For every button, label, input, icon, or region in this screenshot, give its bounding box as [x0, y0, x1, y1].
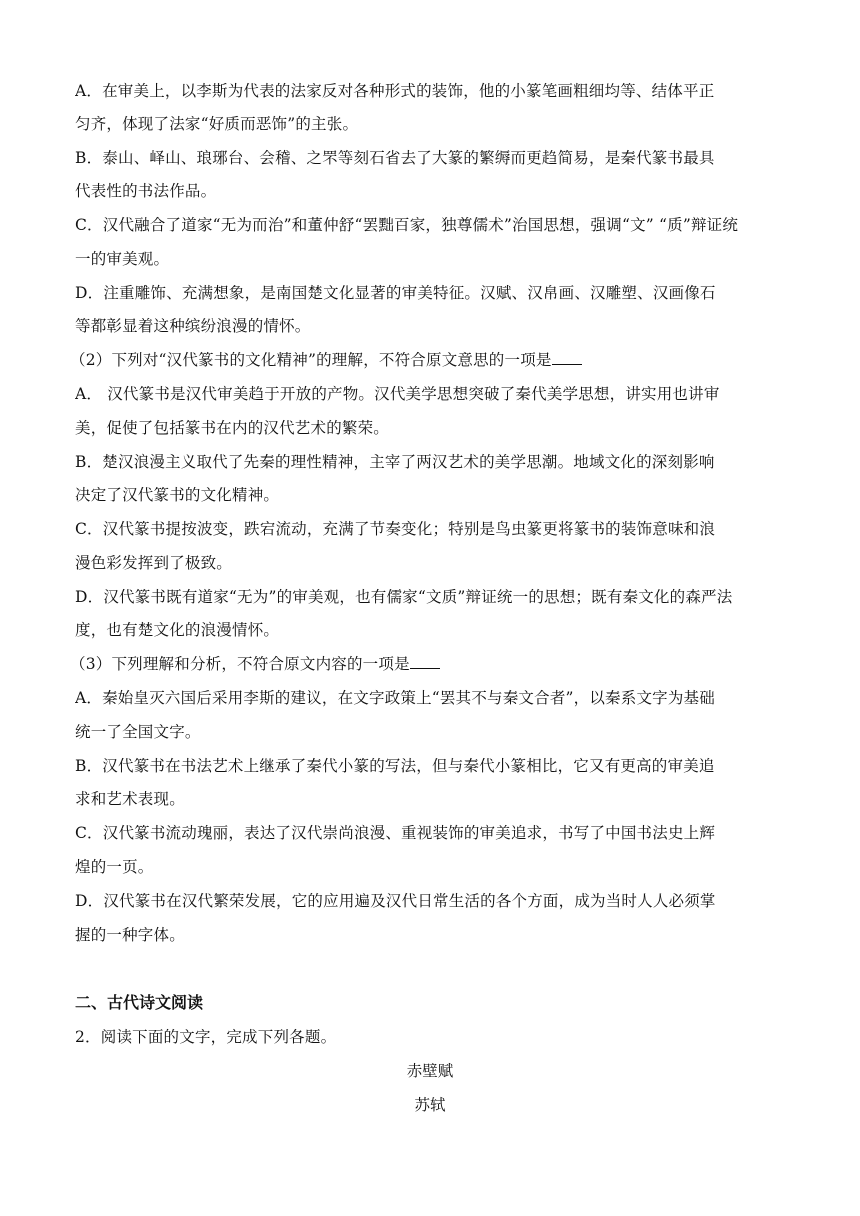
q1-option-c-line-2: 一的审美观。	[75, 250, 170, 268]
q1-option-d-line-1: D．注重雕饰、充满想象，是南国楚文化显著的审美特征。汉赋、汉帛画、汉雕塑、汉画像石	[75, 284, 716, 302]
q3-option-b-line-2: 求和艺术表现。	[75, 790, 185, 808]
q3-option-a-line-2: 统一了全国文字。	[75, 723, 201, 741]
q1-option-b-line-2: 代表性的书法作品。	[75, 182, 217, 200]
q1-option-a-line-2: 匀齐，体现了法家“好质而恶饰”的主张。	[75, 115, 359, 133]
q3-option-d-line-2: 握的一种字体。	[75, 926, 185, 944]
q2-answer-blank[interactable]	[552, 350, 582, 365]
q1-option-c-line-1: C．汉代融合了道家“无为而治”和董仲舒“罢黜百家，独尊儒术”治国思想，强调“文” “质”辩证统	[75, 216, 739, 234]
q2-stem: （2）下列对“汉代篆书的文化精神”的理解，不符合原文意思的一项是	[70, 351, 552, 369]
question-2-intro: 2．阅读下面的文字，完成下列各题。	[75, 1028, 337, 1046]
q2-option-b-line-1: B．楚汉浪漫主义取代了先秦的理性精神，主宰了两汉艺术的美学思潮。地域文化的深刻影响	[75, 453, 715, 471]
q2-option-c-line-2: 漫色彩发挥到了极致。	[75, 554, 233, 572]
q2-option-d-line-1: D．汉代篆书既有道家“无为”的审美观，也有儒家“文质”辩证统一的思想；既有秦文化的森严法	[75, 588, 733, 606]
q2-option-c-line-1: C．汉代篆书提按波变，跌宕流动，充满了节奏变化；特别是鸟虫篆更将篆书的装饰意味和浪	[75, 520, 716, 538]
poem-author: 苏轼	[414, 1096, 446, 1114]
q3-option-c-line-1: C．汉代篆书流动瑰丽，表达了汉代崇尚浪漫、重视装饰的审美追求，书写了中国书法史上辉	[75, 824, 716, 842]
q2-option-d-line-2: 度，也有楚文化的浪漫情怀。	[75, 621, 280, 639]
q3-option-c-line-2: 煌的一页。	[75, 858, 154, 876]
q1-option-a-line-1: A．在审美上，以李斯为代表的法家反对各种形式的装饰，他的小篆笔画粗细均等、结体平正	[75, 82, 715, 100]
q3-option-b-line-1: B．汉代篆书在书法艺术上继承了秦代小篆的写法，但与秦代小篆相比，它又有更高的审美追	[75, 757, 715, 775]
q2-option-b-line-2: 决定了汉代篆书的文化精神。	[75, 486, 280, 504]
q1-option-b-line-1: B．泰山、峄山、琅琊台、会稽、之罘等刻石省去了大篆的繁缛而更趋简易，是秦代篆书最具	[75, 149, 715, 167]
q3-stem-line	[70, 654, 782, 674]
q2-option-a-line-2: 美，促使了包括篆书在内的汉代艺术的繁荣。	[75, 419, 390, 437]
q2-stem-line	[70, 350, 782, 370]
q3-option-d-line-1: D．汉代篆书在汉代繁荣发展，它的应用遍及汉代日常生活的各个方面，成为当时人人必须掌	[75, 892, 716, 910]
q3-stem: （3）下列理解和分析，不符合原文内容的一项是	[70, 655, 410, 673]
q1-option-d-line-2: 等都彰显着这种缤纷浪漫的情怀。	[75, 317, 311, 335]
q3-option-a-line-1: A．秦始皇灭六国后采用李斯的建议，在文字政策上“罢其不与秦文合者”，以秦系文字为基础	[75, 689, 715, 707]
poem-title: 赤壁赋	[406, 1062, 454, 1080]
section-title: 二、古代诗文阅读	[75, 993, 204, 1012]
q2-option-a-line-1: A． 汉代篆书是汉代审美趋于开放的产物。汉代美学思想突破了秦代美学思想，讲实用也讲审	[75, 385, 720, 403]
q3-answer-blank[interactable]	[410, 654, 440, 669]
